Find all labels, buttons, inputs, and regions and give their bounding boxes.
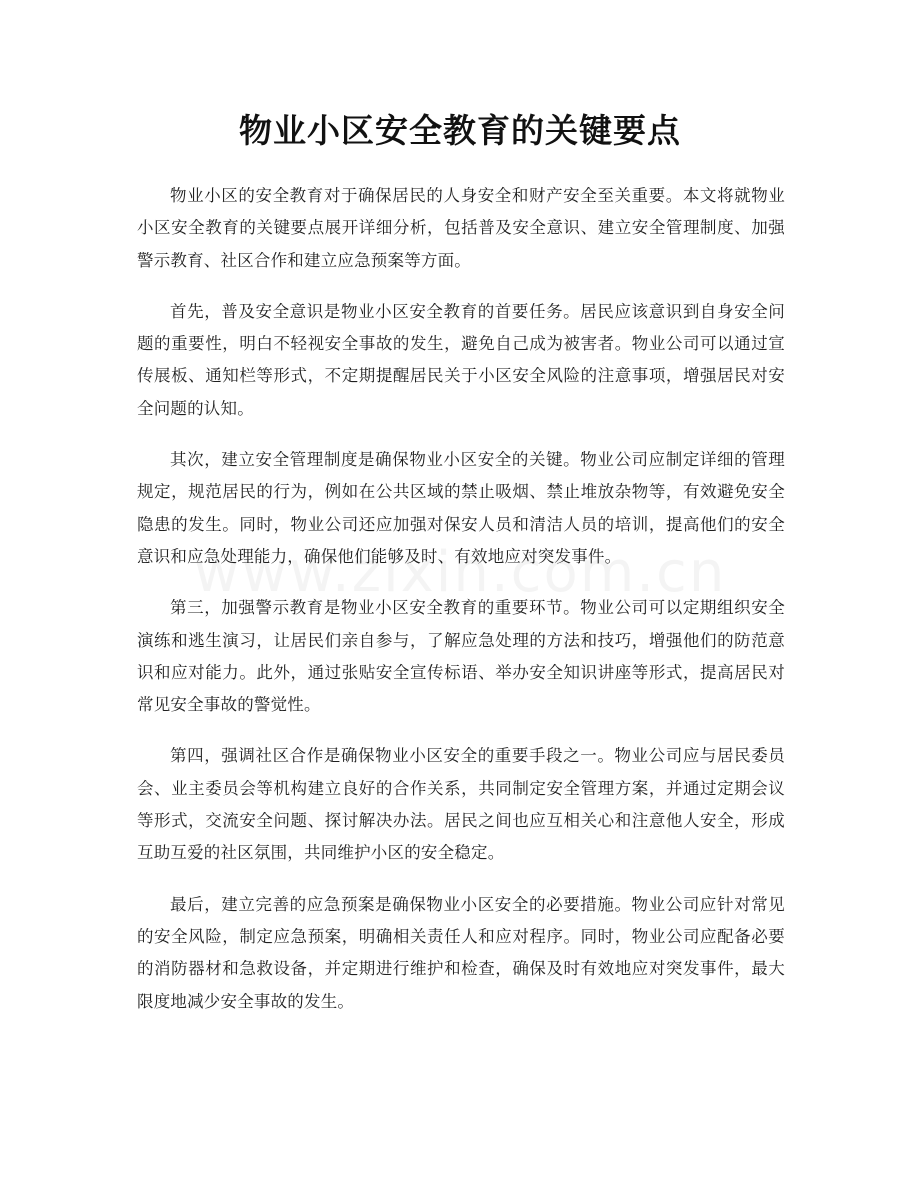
paragraph-emergency-plan: 最后，建立完善的应急预案是确保物业小区安全的必要措施。物业公司应针对常见的安全风险，制定应急预案，明确相关责任人和应对程序。同时，物业公司应配备必要的消防器材和急救设备，并定期进行维护和检查，确保及时有效地应对突发事件，最大限度地减少安全事故的发生。 — [137, 894, 785, 1011]
paragraph-warning-education: 第三，加强警示教育是物业小区安全教育的重要环节。物业公司可以定期组织安全演练和逃生演习，让居民们亲自参与，了解应急处理的方法和技巧，增强他们的防范意识和应对能力。此外，通过张贴安全宣传标语、举办安全知识讲座等形式，提高居民对常见安全事故的警觉性。 — [137, 598, 785, 715]
document-title: 物业小区安全教育的关键要点 — [239, 111, 681, 150]
paragraph-safety-awareness: 首先，普及安全意识是物业小区安全教育的首要任务。居民应该意识到自身安全问题的重要性，明白不轻视安全事故的发生，避免自己成为被害者。物业公司可以通过宣传展板、通知栏等形式，不定期提醒居民关于小区安全风险的注意事项，增强居民对安全问题的认知。 — [137, 301, 785, 418]
paragraph-community-cooperation: 第四，强调社区合作是确保物业小区安全的重要手段之一。物业公司应与居民委员会、业主委员会等机构建立良好的合作关系，共同制定安全管理方案，并通过定期会议等形式，交流安全问题、探讨解决办法。居民之间也应互相关心和注意他人安全，形成互助互爱的社区氛围，共同维护小区的安全稳定。 — [137, 746, 785, 863]
paragraph-intro: 物业小区的安全教育对于确保居民的人身安全和财产安全至关重要。本文将就物业小区安全教育的关键要点展开详细分析，包括普及安全意识、建立安全管理制度、加强警示教育、社区合作和建立应急预案等方面。 — [137, 186, 785, 270]
paragraph-management-system: 其次，建立安全管理制度是确保物业小区安全的关键。物业公司应制定详细的管理规定，规范居民的行为，例如在公共区域的禁止吸烟、禁止堆放杂物等，有效避免安全隐患的发生。同时，物业公司还应加强对保安人员和清洁人员的培训，提高他们的安全意识和应急处理能力，确保他们能够及时、有效地应对突发事件。 — [137, 450, 785, 566]
document-body — [137, 180, 785, 1037]
